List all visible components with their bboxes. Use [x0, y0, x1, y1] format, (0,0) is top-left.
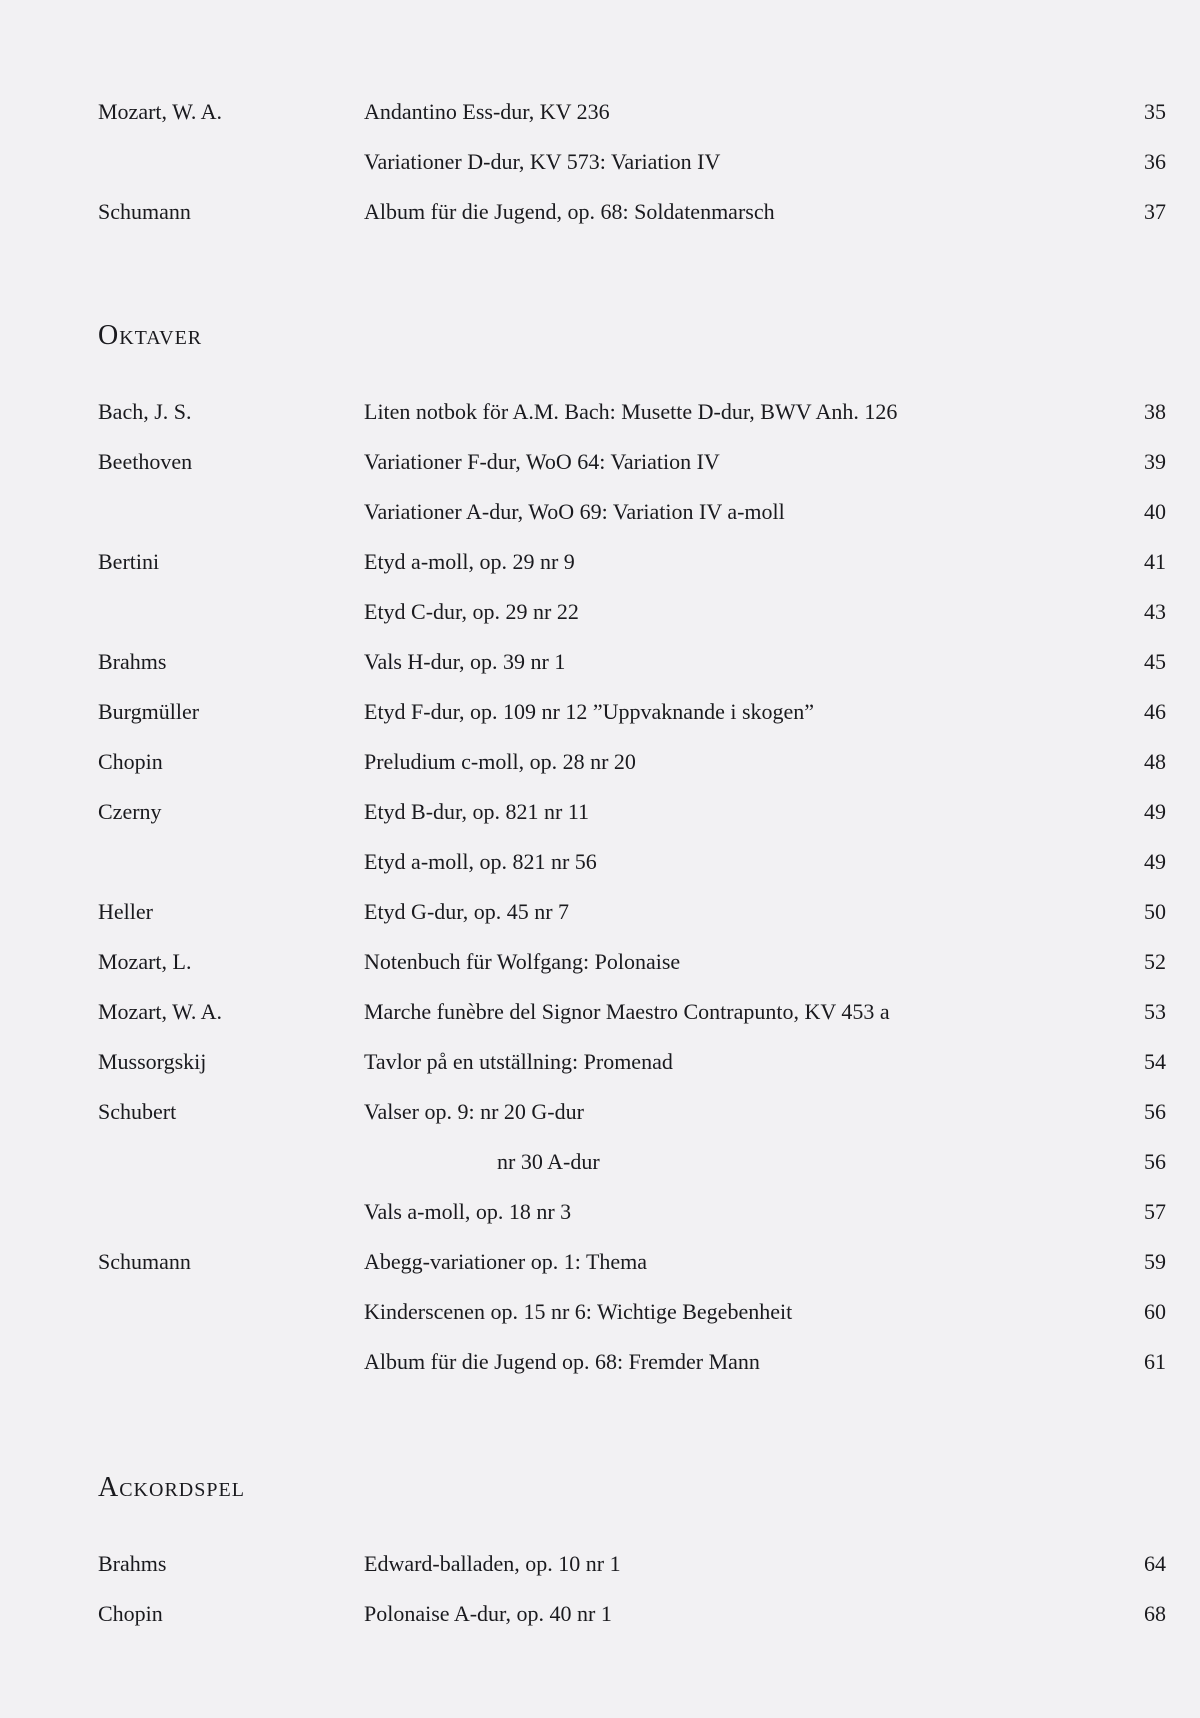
- page-number: 60: [1144, 1299, 1166, 1324]
- toc-entry: [0, 1292, 1200, 1332]
- page-number: 41: [1144, 549, 1166, 574]
- page-number: 49: [1144, 799, 1166, 824]
- page-number: 61: [1144, 1349, 1166, 1374]
- composer-name: Brahms: [98, 1551, 167, 1576]
- piece-title: Abegg-variationer op. 1: Thema: [364, 1249, 648, 1274]
- piece-title: Polonaise A-dur, op. 40 nr 1: [364, 1601, 612, 1626]
- composer-name: Chopin: [98, 749, 163, 774]
- toc-entry: [0, 492, 1200, 532]
- piece-title: Variationer D-dur, KV 573: Variation IV: [364, 149, 721, 174]
- composer-name: Bertini: [98, 549, 160, 574]
- piece-title: Etyd B-dur, op. 821 nr 11: [364, 799, 590, 824]
- piece-title: Liten notbok för A.M. Bach: Musette D-dur, BWV Anh. 126: [364, 399, 898, 424]
- piece-title: Vals H-dur, op. 39 nr 1: [364, 649, 566, 674]
- composer-name: Beethoven: [98, 449, 193, 474]
- composer-name: Mussorgskij: [98, 1049, 207, 1074]
- page-number: 35: [1144, 99, 1166, 124]
- page-number: 50: [1144, 899, 1166, 924]
- piece-title: Etyd a-moll, op. 821 nr 56: [364, 849, 597, 874]
- composer-name: Heller: [98, 899, 153, 924]
- toc-entry: [0, 1342, 1200, 1382]
- toc-entry: [0, 1544, 1200, 1584]
- composer-name: Czerny: [98, 799, 162, 824]
- page-number: 53: [1144, 999, 1166, 1024]
- toc-entry: [0, 1242, 1200, 1282]
- toc-entry: [0, 1594, 1200, 1634]
- toc-entry: [0, 742, 1200, 782]
- piece-title: Vals a-moll, op. 18 nr 3: [364, 1199, 572, 1224]
- piece-title: Variationer A-dur, WoO 69: Variation IV a-moll: [364, 499, 785, 524]
- toc-entry: [0, 892, 1200, 932]
- toc-entry: [0, 142, 1200, 182]
- toc-entry: [0, 842, 1200, 882]
- composer-name: Brahms: [98, 649, 167, 674]
- piece-title: Etyd a-moll, op. 29 nr 9: [364, 549, 575, 574]
- composer-name: Mozart, W. A.: [98, 99, 223, 124]
- piece-title: Marche funèbre del Signor Maestro Contrapunto, KV 453 a: [364, 999, 890, 1024]
- composer-name: Burgmüller: [98, 699, 200, 724]
- piece-title: Etyd C-dur, op. 29 nr 22: [364, 599, 579, 624]
- page-number: 36: [1144, 149, 1166, 174]
- page-number: 56: [1144, 1099, 1166, 1124]
- toc-entry: [0, 542, 1200, 582]
- toc-entry: [0, 642, 1200, 682]
- toc-entry: [0, 942, 1200, 982]
- toc-entry: [0, 1192, 1200, 1232]
- piece-title: Etyd G-dur, op. 45 nr 7: [364, 899, 570, 924]
- page-number: 43: [1144, 599, 1166, 624]
- piece-title: Etyd F-dur, op. 109 nr 12 ”Uppvaknande i skogen”: [364, 699, 815, 724]
- toc-entry: [0, 392, 1200, 432]
- toc-entry: [0, 692, 1200, 732]
- page-number: 68: [1144, 1601, 1166, 1626]
- piece-title: Edward-balladen, op. 10 nr 1: [364, 1551, 621, 1576]
- page-number: 54: [1144, 1049, 1166, 1074]
- toc-entry: [0, 92, 1200, 132]
- composer-name: Schumann: [98, 1249, 191, 1274]
- piece-title: Preludium c-moll, op. 28 nr 20: [364, 749, 636, 774]
- page-number: 37: [1144, 199, 1166, 224]
- toc-entry: [0, 792, 1200, 832]
- piece-title: Kinderscenen op. 15 nr 6: Wichtige Begebenheit: [364, 1299, 793, 1324]
- toc-entry: [0, 592, 1200, 632]
- piece-title: Album für die Jugend, op. 68: Soldatenmarsch: [364, 199, 775, 224]
- composer-name: Schumann: [98, 199, 191, 224]
- composer-name: Mozart, W. A.: [98, 999, 223, 1024]
- page-number: 59: [1144, 1249, 1166, 1274]
- page-number: 46: [1144, 699, 1166, 724]
- toc-entry: [0, 992, 1200, 1032]
- toc-entry: [0, 1142, 1200, 1182]
- toc-entry: [0, 1092, 1200, 1132]
- page-number: 45: [1144, 649, 1166, 674]
- piece-title: Variationer F-dur, WoO 64: Variation IV: [364, 449, 720, 474]
- page-number: 57: [1144, 1199, 1166, 1224]
- toc-entry: [0, 192, 1200, 232]
- piece-title: Album für die Jugend op. 68: Fremder Mann: [364, 1349, 760, 1374]
- composer-name: Mozart, L.: [98, 949, 192, 974]
- composer-name: Schubert: [98, 1099, 177, 1124]
- page-number: 40: [1144, 499, 1166, 524]
- piece-title: Valser op. 9: nr 20 G-dur: [364, 1099, 584, 1124]
- page-number: 64: [1144, 1551, 1166, 1576]
- page-number: 38: [1144, 399, 1166, 424]
- toc-entry: [0, 442, 1200, 482]
- piece-title: Andantino Ess-dur, KV 236: [364, 99, 610, 124]
- composer-name: Chopin: [98, 1601, 163, 1626]
- page-number: 49: [1144, 849, 1166, 874]
- section-heading-ackordspel: Ackordspel: [98, 1472, 245, 1503]
- toc-entry: [0, 1042, 1200, 1082]
- page-number: 56: [1144, 1149, 1166, 1174]
- piece-title: Notenbuch für Wolfgang: Polonaise: [364, 949, 681, 974]
- page-number: 52: [1144, 949, 1166, 974]
- section-heading-oktaver: Oktaver: [98, 320, 203, 351]
- piece-title: Tavlor på en utställning: Promenad: [364, 1049, 673, 1074]
- composer-name: Bach, J. S.: [98, 399, 192, 424]
- page-number: 48: [1144, 749, 1166, 774]
- piece-title: nr 30 A-dur: [497, 1149, 600, 1174]
- page-number: 39: [1144, 449, 1166, 474]
